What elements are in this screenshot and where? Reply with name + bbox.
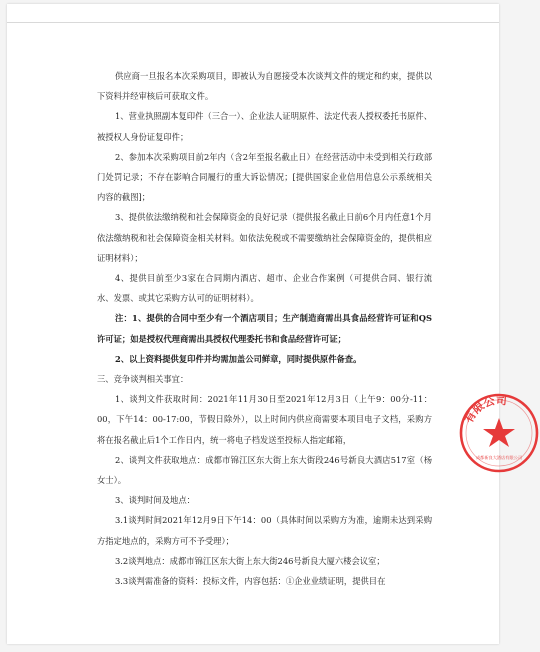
note-2: 2、以上资料提供复印件并均需加盖公司鲜章，同时提供原件备查。 (115, 353, 362, 364)
page-header-line (7, 22, 499, 23)
item-3-heading: 3、谈判时间及地点： (115, 495, 195, 506)
intro-paragraph: 供应商一旦报名本次采购项目，即被认为自愿接受本次谈判文件的规定和约束，提供以下资料并经审核后可获取文件。 (97, 71, 432, 102)
item-2-location: 2、谈判文件获取地点：成都市锦江区东大街上东大街段246号新良大酒店517室（杨女士）。 (97, 454, 432, 486)
item-1-time: 1、谈判文件获取时间：2021年11月30日至2021年12月3日（上午9：00分-11：00，下午14：00-17:00，节假日除外），以上时间内供应商需要本项目电子文档，采购方将在报名截止后1个工作日内，统一将电子档发送至投标人指定邮箱， (97, 394, 432, 445)
requirement-4: 4、提供目前至少3家在合同期内酒店、超市、企业合作案例（可提供合同、银行流水、发票、或其它采购方认可的证明材料）。 (97, 273, 432, 304)
section-heading: 三、竞争谈判相关事宜： (97, 374, 189, 385)
requirement-2: 2、参加本次采购项目前2年内（含2年至报名截止日）在经营活动中未受到相关行政部门处罚记录；不存在影响合同履行的重大诉讼情况；[提供国家企业信用信息公示系统相关内容的截图]； (97, 151, 432, 203)
document-page (7, 4, 523, 644)
seal-bottom-text: 成都新良大酒店有限公司 (475, 455, 523, 460)
note-1: 注：1、提供的合同中至少有一个酒店项目；生产制造商需出具食品经营许可证和QS许可证；如是授权代理商需出具授权代理委托书和食品经营许可证； (97, 313, 432, 344)
document-body (97, 66, 432, 591)
requirement-1: 1、营业执照副本复印件（三合一）、企业法人证明原件、法定代表人授权委托书原件、被授权人身份证复印件； (97, 111, 432, 142)
seal-arc-text: 有限公司 (462, 393, 508, 426)
star-icon (483, 418, 515, 447)
item-3-2-location: 3.2谈判地点：成都市锦江区东大街上东大街246号新良大厦六楼会议室； (115, 555, 385, 566)
item-3-3-materials: 3.3谈判需准备的资料：投标文件，内容包括：①企业业绩证明，提供目在 (115, 576, 386, 587)
item-3-1-time: 3.1谈判时间2021年12月9日下午14：00（具体时间以采购方为准，逾期未达到采购方指定地点的，采购方可不予受理）； (97, 515, 432, 546)
requirement-3: 3、提供依法缴纳税和社会保障资金的良好记录（提供报名截止日前6个月内任意1个月依法缴纳税和社会保障资金相关材料。如依法免税或不需要缴纳社会保障资金的，提供相应证明材料）； (97, 212, 432, 263)
company-seal (458, 392, 540, 474)
